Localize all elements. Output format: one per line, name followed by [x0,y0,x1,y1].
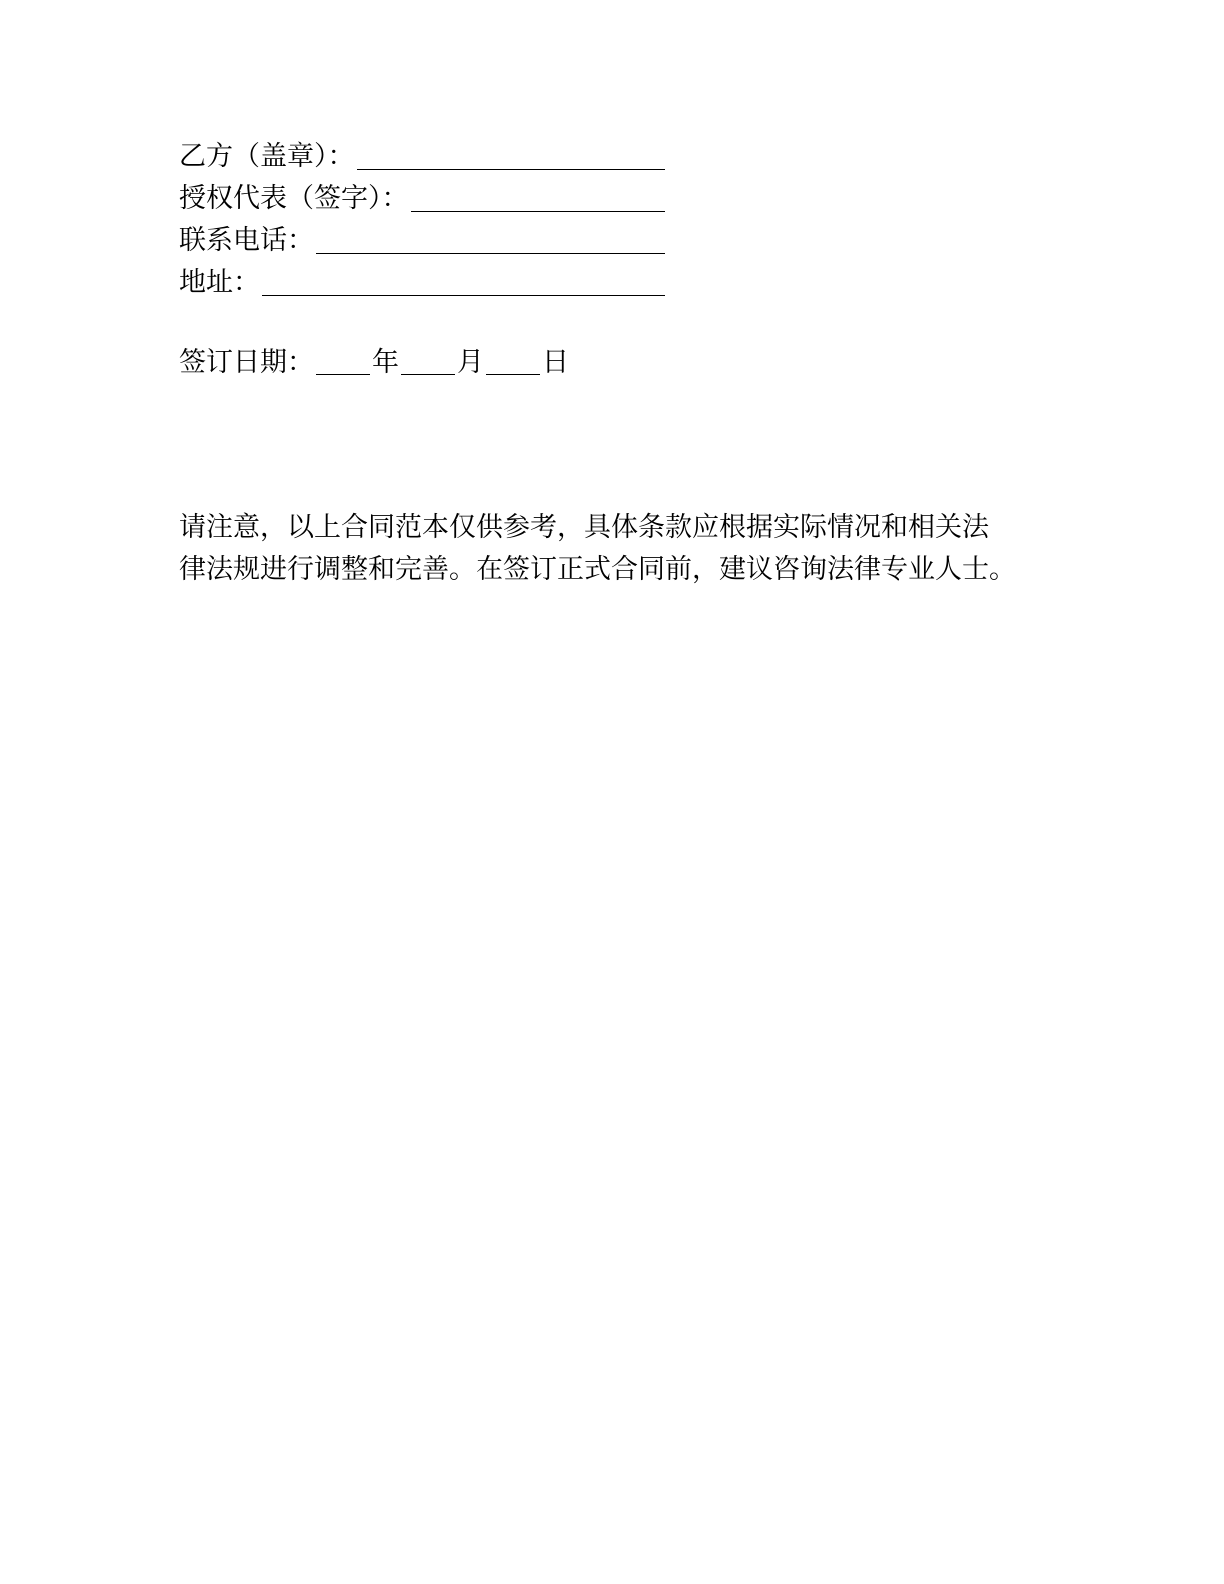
address-blank[interactable] [262,265,665,296]
phone-blank[interactable] [316,223,665,254]
year-blank[interactable] [316,346,370,375]
disclaimer-line-2: 律法规进行调整和完善。在签订正式合同前，建议咨询法律专业人士。 [179,554,1016,585]
signature-block [179,136,665,304]
month-blank[interactable] [401,346,455,375]
address-line [179,262,665,304]
month-char: 月 [457,347,484,378]
day-blank[interactable] [486,346,540,375]
representative-signature-line [179,178,665,220]
day-char: 日 [542,347,569,378]
phone-line [179,220,665,262]
representative-signature-blank[interactable] [411,181,666,212]
signing-date-line [179,343,569,383]
address-label: 地址： [179,267,260,298]
party-b-seal-label: 乙方（盖章）： [179,141,355,172]
phone-label: 联系电话： [179,225,314,256]
year-char: 年 [372,347,399,378]
party-b-seal-line [179,136,665,178]
signing-date-label: 签订日期： [179,347,314,378]
disclaimer-note [179,507,1079,591]
representative-signature-label: 授权代表（签字）： [179,183,409,214]
disclaimer-line-1: 请注意，以上合同范本仅供参考，具体条款应根据实际情况和相关法 [179,512,989,543]
party-b-seal-blank[interactable] [357,139,666,170]
